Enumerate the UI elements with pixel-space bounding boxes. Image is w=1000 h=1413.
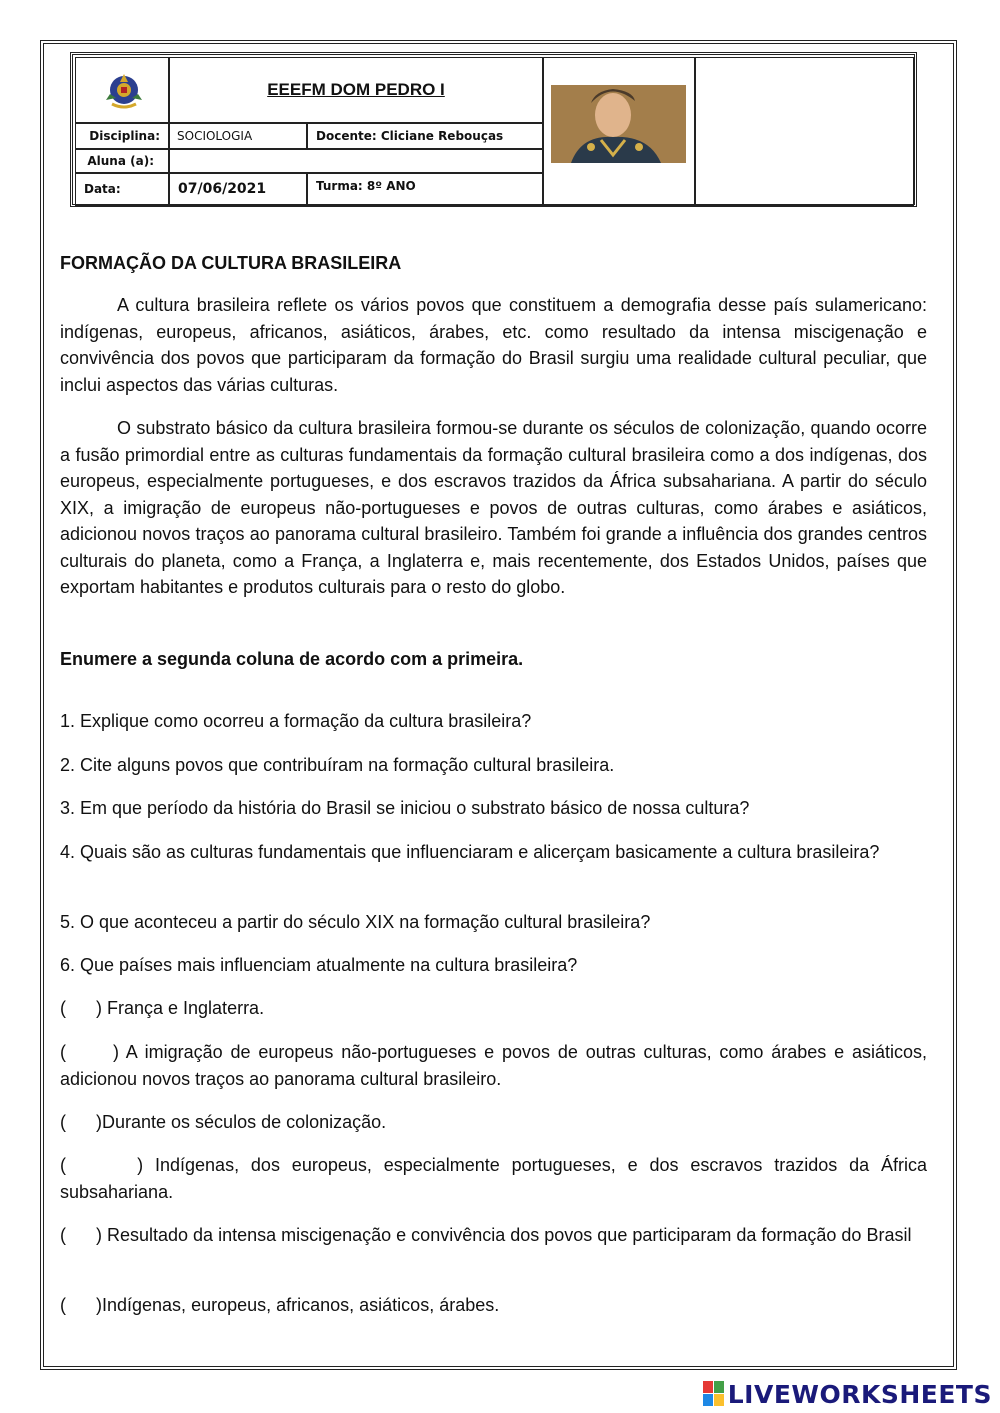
teacher-label: Docente: Cliciane Rebouças	[316, 129, 504, 143]
question-4: 4. Quais são as culturas fundamentais que influenciaram e alicerçam basicamente a cultura brasileira?	[60, 842, 880, 862]
liveworksheets-logo-icon	[703, 1381, 725, 1407]
question-3: 3. Em que período da história do Brasil se iniciou o substrato básico de nossa cultura?	[60, 798, 750, 818]
answer-item[interactable]: ( )Durante os séculos de colonização.	[60, 1112, 387, 1132]
header-table	[70, 52, 917, 207]
school-name: EEEFM DOM PEDRO I	[267, 80, 445, 99]
question-6: 6. Que países mais influenciam atualmente na cultura brasileira?	[60, 955, 578, 975]
instruction: Enumere a segunda coluna de acordo com a primeira.	[60, 649, 524, 669]
liveworksheets-watermark[interactable]	[703, 1379, 992, 1409]
teacher-cell	[307, 123, 543, 149]
discipline-label-cell	[75, 123, 169, 149]
title-cell	[169, 57, 543, 123]
portrait-cell	[543, 57, 695, 206]
discipline-value-cell	[169, 123, 307, 149]
date-label: Data:	[84, 182, 121, 196]
date-value-cell	[169, 173, 307, 206]
answer-item[interactable]: ( ) Indígenas, dos europeus, especialmente portugueses, e dos escravos trazidos da África subsahariana.	[60, 1155, 933, 1202]
paragraph-1: A cultura brasileira reflete os vários povos que constituem a demografia desse país sulamericano: indígenas, europeus, africanos, asiáticos, árabes, etc. como resultado da intensa miscigenação e convivência dos povos que participaram da formação do Brasil surgiu uma realidade cultural peculiar, que inclui aspectos das várias culturas.	[60, 295, 927, 395]
answer-item[interactable]: ( ) A imigração de europeus não-portugueses e povos de outras culturas, como árabes e asiáticos, adicionou novos traços ao panorama cultural brasileiro.	[60, 1042, 933, 1089]
question-2: 2. Cite alguns povos que contribuíram na formação cultural brasileira.	[60, 755, 615, 775]
student-name-field[interactable]	[169, 149, 543, 173]
student-label-cell	[75, 149, 169, 173]
school-crest-icon	[102, 68, 146, 112]
watermark-text: LIVEWORKSHEETS	[727, 1379, 992, 1409]
class-cell	[307, 173, 543, 206]
portrait-image	[551, 85, 686, 163]
question-5: 5. O que aconteceu a partir do século XIX na formação cultural brasileira?	[60, 912, 651, 932]
answer-item[interactable]: ( ) França e Inglaterra.	[60, 998, 265, 1018]
discipline-label: Disciplina:	[89, 129, 160, 143]
logo-cell	[75, 57, 169, 123]
answer-item[interactable]: ( ) Resultado da intensa miscigenação e convivência dos povos que participaram da formação do Brasil	[60, 1225, 912, 1245]
class-label: Turma: 8º ANO	[316, 179, 416, 193]
student-label: Aluna (a):	[87, 154, 154, 168]
question-1: 1. Explique como ocorreu a formação da cultura brasileira?	[60, 711, 532, 731]
paragraph-2: O substrato básico da cultura brasileira formou-se durante os séculos de colonização, quando ocorre a fusão primordial entre as culturas fundamentais da formação cultural brasileira como a dos indígenas, dos europeus, especialmente portugueses, e dos escravos trazidos da África subsahariana. A partir do século XIX, a imigração de europeus não-portugueses e povos de outras culturas, como árabes e asiáticos, adicionou novos traços ao panorama cultural brasileiro. Também foi grande a influência dos grandes centros culturais do planeta, como a França, a Inglaterra e, mais recentemente, dos Estados Unidos, países que exportam habitantes e produtos culturais para o resto do globo.	[60, 418, 927, 597]
page-title: FORMAÇÃO DA CULTURA BRASILEIRA	[60, 253, 402, 273]
empty-cell	[695, 57, 914, 206]
date-value: 07/06/2021	[178, 181, 267, 197]
discipline-value: SOCIOLOGIA	[177, 129, 253, 143]
date-label-cell	[75, 173, 169, 206]
answer-item[interactable]: ( )Indígenas, europeus, africanos, asiáticos, árabes.	[60, 1295, 500, 1315]
